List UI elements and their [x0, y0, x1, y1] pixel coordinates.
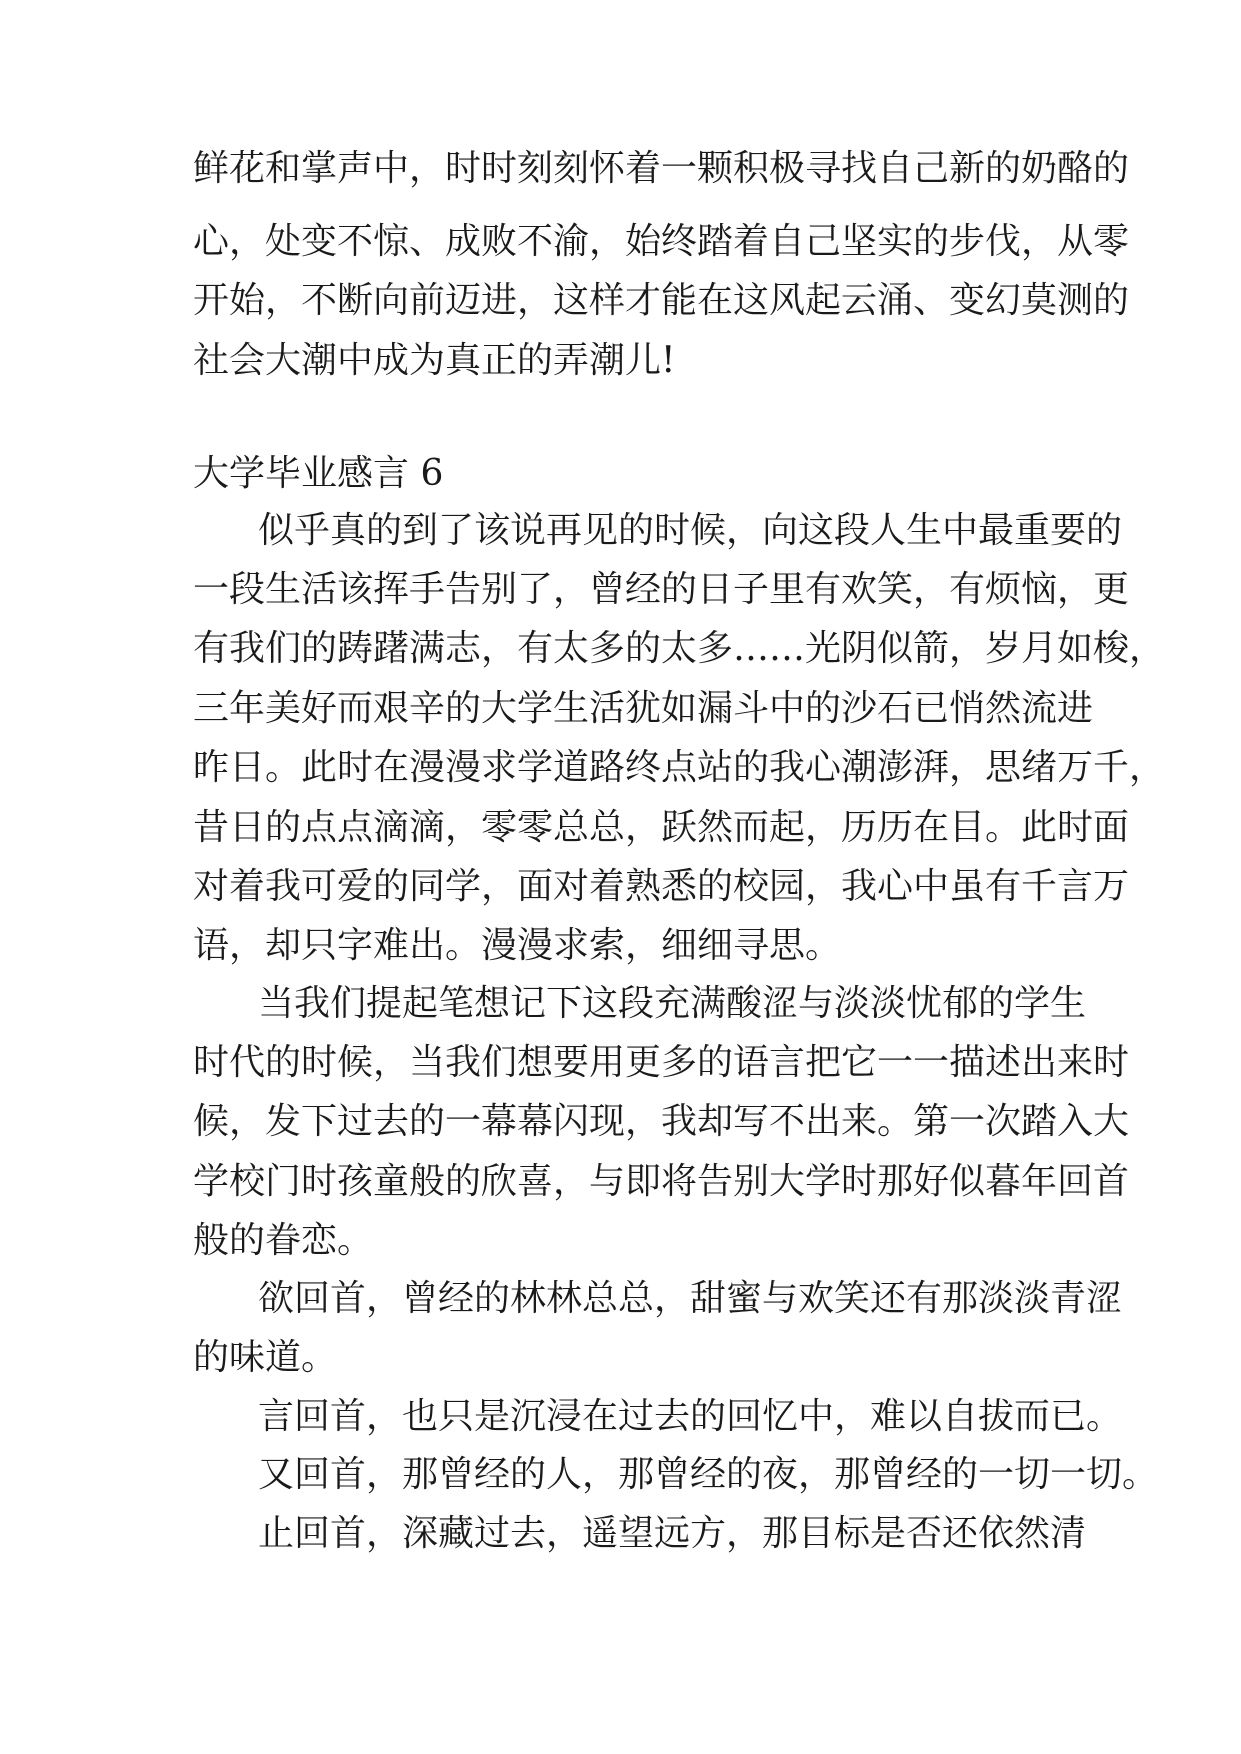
section-line-9: 当我们提起笔想记下这段充满酸涩与淡淡忧郁的学生 [258, 983, 1087, 1024]
section-line-1: 似乎真的到了该说再见的时候，向这段人生中最重要的 [258, 510, 1123, 551]
section-line-10: 时代的时候，当我们想要用更多的语言把它一一描述出来时 [193, 1042, 1130, 1083]
section-line-6: 昔日的点点滴滴，零零总总，跃然而起，历历在目。此时面 [193, 807, 1130, 848]
section-line-12: 学校门时孩童般的欣喜，与即将告别大学时那好似暮年回首 [193, 1161, 1130, 1202]
section-line-5: 昨日。此时在漫漫求学道路终点站的我心潮澎湃，思绪万千， [193, 747, 1166, 788]
section-line-2: 一段生活该挥手告别了，曾经的日子里有欢笑，有烦恼，更 [193, 569, 1130, 610]
section-line-15: 的味道。 [193, 1337, 338, 1378]
section-line-14: 欲回首，曾经的林林总总，甜蜜与欢笑还有那淡淡青涩 [258, 1278, 1123, 1319]
intro-line-4: 社会大潮中成为真正的弄潮儿! [193, 340, 676, 381]
section-line-17: 又回首，那曾经的人，那曾经的夜，那曾经的一切一切。 [258, 1454, 1159, 1495]
section-line-4: 三年美好而艰辛的大学生活犹如漏斗中的沙石已悄然流进 [193, 688, 1094, 729]
section-line-8: 语，却只字难出。漫漫求索，细细寻思。 [193, 925, 842, 966]
section-heading: 大学毕业感言 6 [193, 453, 444, 494]
intro-line-1: 鲜花和掌声中，时时刻刻怀着一颗积极寻找自己新的奶酪的 [193, 148, 1130, 189]
section-line-18: 止回首，深藏过去，遥望远方，那目标是否还依然清 [258, 1513, 1087, 1554]
section-line-11: 候，发下过去的一幕幕闪现，我却写不出来。第一次踏入大 [193, 1101, 1130, 1142]
section-line-16: 言回首，也只是沉浸在过去的回忆中，难以自拔而已。 [258, 1396, 1123, 1437]
section-line-13: 般的眷恋。 [193, 1220, 374, 1261]
intro-line-3: 开始，不断向前迈进，这样才能在这风起云涌、变幻莫测的 [193, 280, 1130, 321]
section-line-7: 对着我可爱的同学，面对着熟悉的校园，我心中虽有千言万 [193, 866, 1130, 907]
section-line-3: 有我们的踌躇满志，有太多的太多……光阴似箭，岁月如梭， [193, 628, 1166, 669]
intro-line-2: 心，处变不惊、成败不渝，始终踏着自己坚实的步伐，从零 [193, 221, 1130, 262]
